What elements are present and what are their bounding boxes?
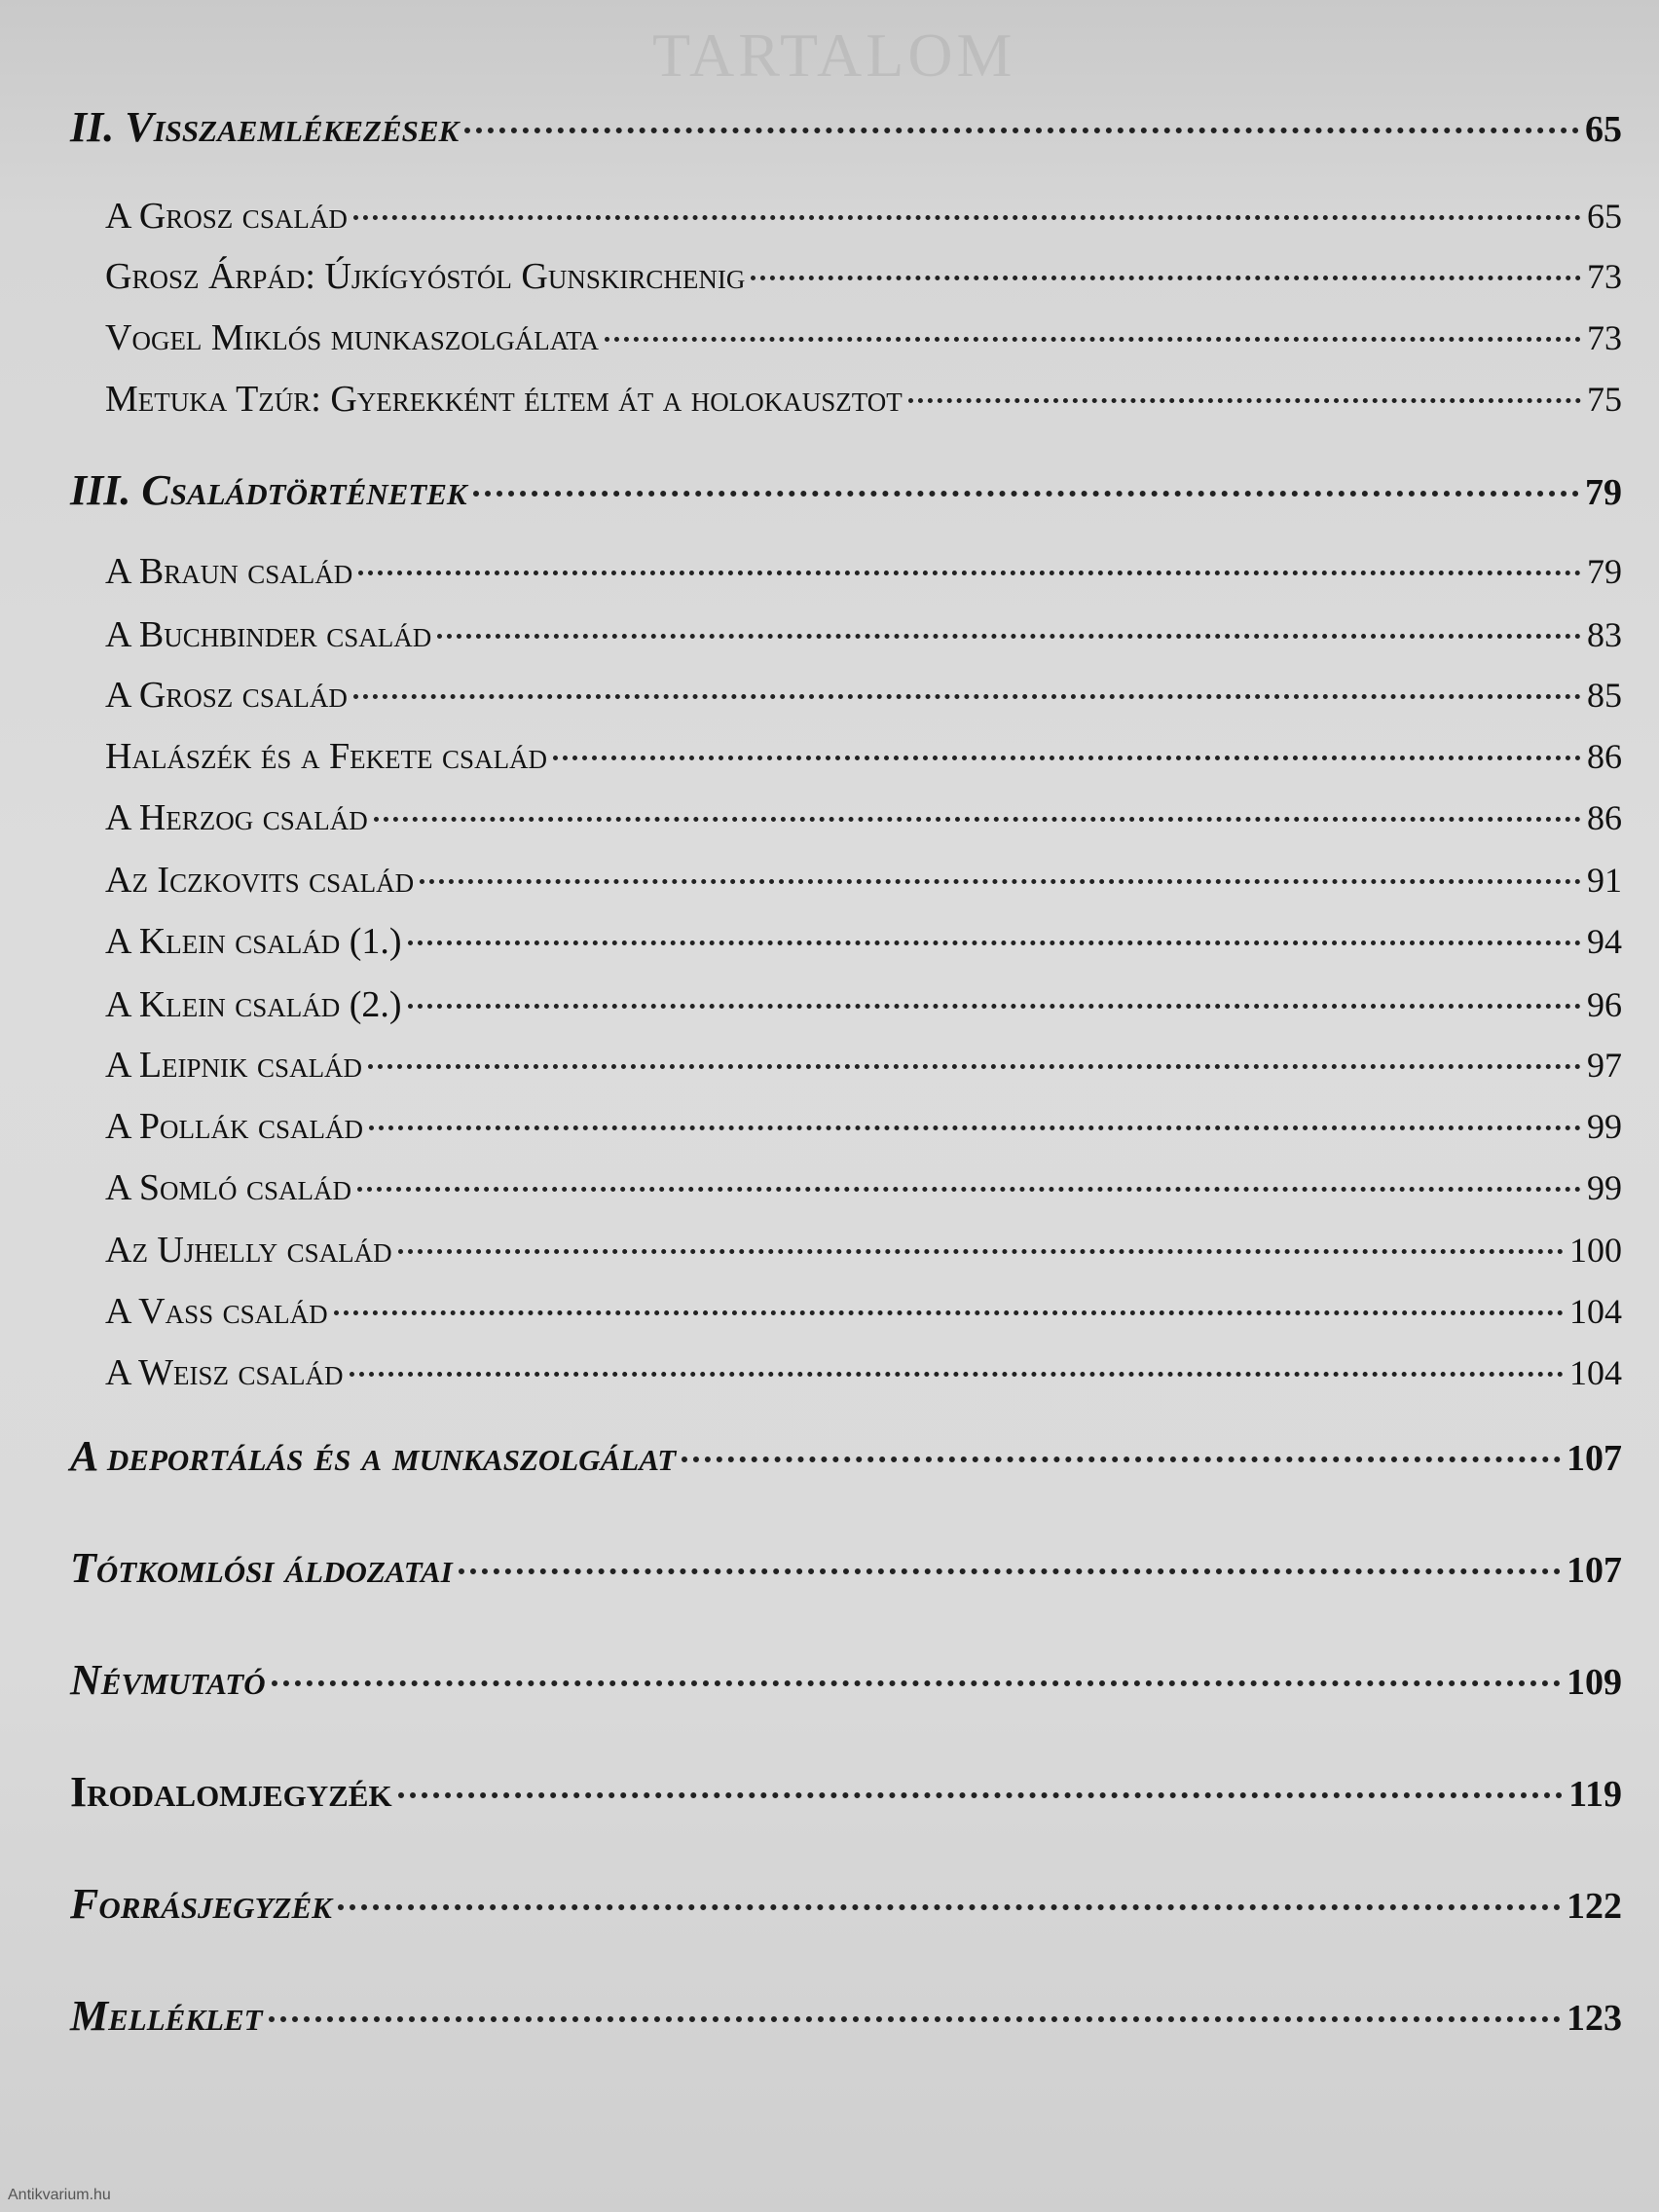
toc-title: A Herzog család <box>105 797 368 838</box>
toc-section-row <box>70 1879 1622 1929</box>
toc-title: A Buchbinder család <box>105 614 432 655</box>
toc-title: Irodalomjegyzék <box>70 1768 392 1816</box>
toc-page-number: 107 <box>1567 1550 1622 1591</box>
toc-page-number: 86 <box>1587 798 1622 837</box>
dot-leader <box>408 940 1581 945</box>
toc-page-number: 86 <box>1587 737 1622 776</box>
watermark: Antikvarium.hu <box>8 2187 111 2203</box>
dot-leader <box>350 1372 1564 1377</box>
toc-entry-row <box>105 796 1622 839</box>
toc-title: A Leipnik család <box>105 1045 363 1086</box>
toc-title: A deportálás és a munkaszolgálat <box>70 1432 677 1480</box>
toc-section-row <box>70 1431 1622 1481</box>
toc-title: A Vass család <box>105 1291 328 1332</box>
dot-leader <box>334 1310 1564 1315</box>
toc-entry-row <box>105 378 1622 421</box>
toc-title: A Somló család <box>105 1167 351 1208</box>
toc-page-number: 99 <box>1587 1168 1622 1207</box>
toc-title: A Braun család <box>105 551 353 592</box>
toc-title: Az Ujhelly család <box>105 1230 392 1271</box>
toc-title: Halászék és a Fekete család <box>105 736 548 777</box>
dot-leader <box>269 2016 1561 2022</box>
toc-title: Névmutató <box>70 1656 266 1704</box>
toc-title: Az Iczkovits család <box>105 860 415 901</box>
toc-title: A Grosz család <box>105 196 348 237</box>
toc-page-number: 119 <box>1568 1774 1622 1815</box>
toc-title: Tótkomlósi áldozatai <box>70 1544 453 1592</box>
toc-entry-row <box>105 859 1622 902</box>
toc-page-number: 73 <box>1587 318 1622 357</box>
toc-page-number: 65 <box>1585 109 1622 150</box>
dot-leader <box>353 215 1581 220</box>
toc-title: II. Visszaemlékezések <box>70 103 460 151</box>
toc-page-number: 107 <box>1567 1438 1622 1479</box>
toc-title: Vogel Miklós munkaszolgálata <box>105 317 600 358</box>
toc-title: A Pollák család <box>105 1106 363 1147</box>
dot-leader <box>908 398 1581 403</box>
toc-page-number: 109 <box>1567 1662 1622 1703</box>
dot-leader <box>437 634 1581 639</box>
toc-entry-row <box>105 920 1622 963</box>
toc-entry-row <box>105 255 1622 298</box>
dot-leader <box>374 817 1581 822</box>
toc-page-number: 94 <box>1587 922 1622 961</box>
toc-section-row <box>70 465 1622 515</box>
toc-entry-row <box>105 1166 1622 1209</box>
dot-leader <box>369 1125 1581 1130</box>
dot-leader <box>353 694 1581 699</box>
toc-title: Grosz Árpád: Újkígyóstól Gunskirchenig <box>105 256 746 297</box>
toc-page-number: 99 <box>1587 1107 1622 1146</box>
dot-leader <box>398 1249 1564 1254</box>
toc-page-number: 91 <box>1587 861 1622 900</box>
dot-leader <box>420 879 1581 884</box>
toc-title: Metuka Tzúr: Gyerekként éltem át a holokausztot <box>105 379 903 420</box>
toc-page-number: 96 <box>1587 985 1622 1024</box>
dot-leader <box>459 1568 1561 1574</box>
toc-page-number: 79 <box>1585 472 1622 513</box>
dot-leader <box>605 337 1581 342</box>
dot-leader <box>553 756 1581 760</box>
toc-page-number: 104 <box>1569 1353 1622 1392</box>
toc-page-number: 123 <box>1567 1998 1622 2039</box>
toc-entry-row <box>105 195 1622 238</box>
toc-title: Forrásjegyzék <box>70 1880 332 1928</box>
toc-entry-row <box>105 613 1622 656</box>
toc-section-row <box>70 1767 1622 1817</box>
toc-entry-row <box>105 550 1622 593</box>
toc-page-number: 73 <box>1587 257 1622 296</box>
toc-entry-row <box>105 1290 1622 1333</box>
toc-title: III. Családtörténetek <box>70 466 467 514</box>
toc-section-row <box>70 1655 1622 1705</box>
toc-page-number: 75 <box>1587 380 1622 419</box>
dot-leader <box>398 1792 1564 1798</box>
toc-title: A Klein család (1.) <box>105 921 402 962</box>
dot-leader <box>464 128 1579 133</box>
dot-leader <box>272 1680 1561 1686</box>
dot-leader <box>682 1456 1561 1462</box>
toc-page-number: 104 <box>1569 1292 1622 1331</box>
toc-entry-row <box>105 1044 1622 1087</box>
toc-page-number: 79 <box>1587 552 1622 591</box>
toc-title: A Grosz család <box>105 675 348 716</box>
toc-section-row <box>70 1991 1622 2041</box>
dot-leader <box>473 491 1579 497</box>
dot-leader <box>357 1187 1581 1192</box>
dot-leader <box>751 276 1581 280</box>
toc-entry-row <box>105 1351 1622 1394</box>
dot-leader <box>368 1064 1581 1069</box>
toc-title: A Klein család (2.) <box>105 984 402 1025</box>
toc-entry-row <box>105 1105 1622 1148</box>
toc-page-number: 85 <box>1587 676 1622 715</box>
toc-page-number: 122 <box>1567 1886 1622 1927</box>
toc-page-number: 97 <box>1587 1046 1622 1085</box>
toc-entry-row <box>105 983 1622 1026</box>
dot-leader <box>408 1004 1581 1009</box>
toc-entry-row <box>105 316 1622 359</box>
dot-leader <box>338 1904 1561 1910</box>
toc-section-row <box>70 102 1622 152</box>
toc-section-row <box>70 1543 1622 1593</box>
toc-title: A Weisz család <box>105 1352 344 1393</box>
dot-leader <box>358 571 1581 575</box>
toc-page-number: 65 <box>1587 197 1622 236</box>
toc-page-number: 83 <box>1587 615 1622 654</box>
toc-entry-row <box>105 1229 1622 1272</box>
toc-entry-row <box>105 735 1622 778</box>
toc-entry-row <box>105 674 1622 717</box>
faded-header-title: TARTALOM <box>652 20 1016 90</box>
toc-title: Melléklet <box>70 1992 263 2040</box>
toc-page-number: 100 <box>1569 1231 1622 1270</box>
